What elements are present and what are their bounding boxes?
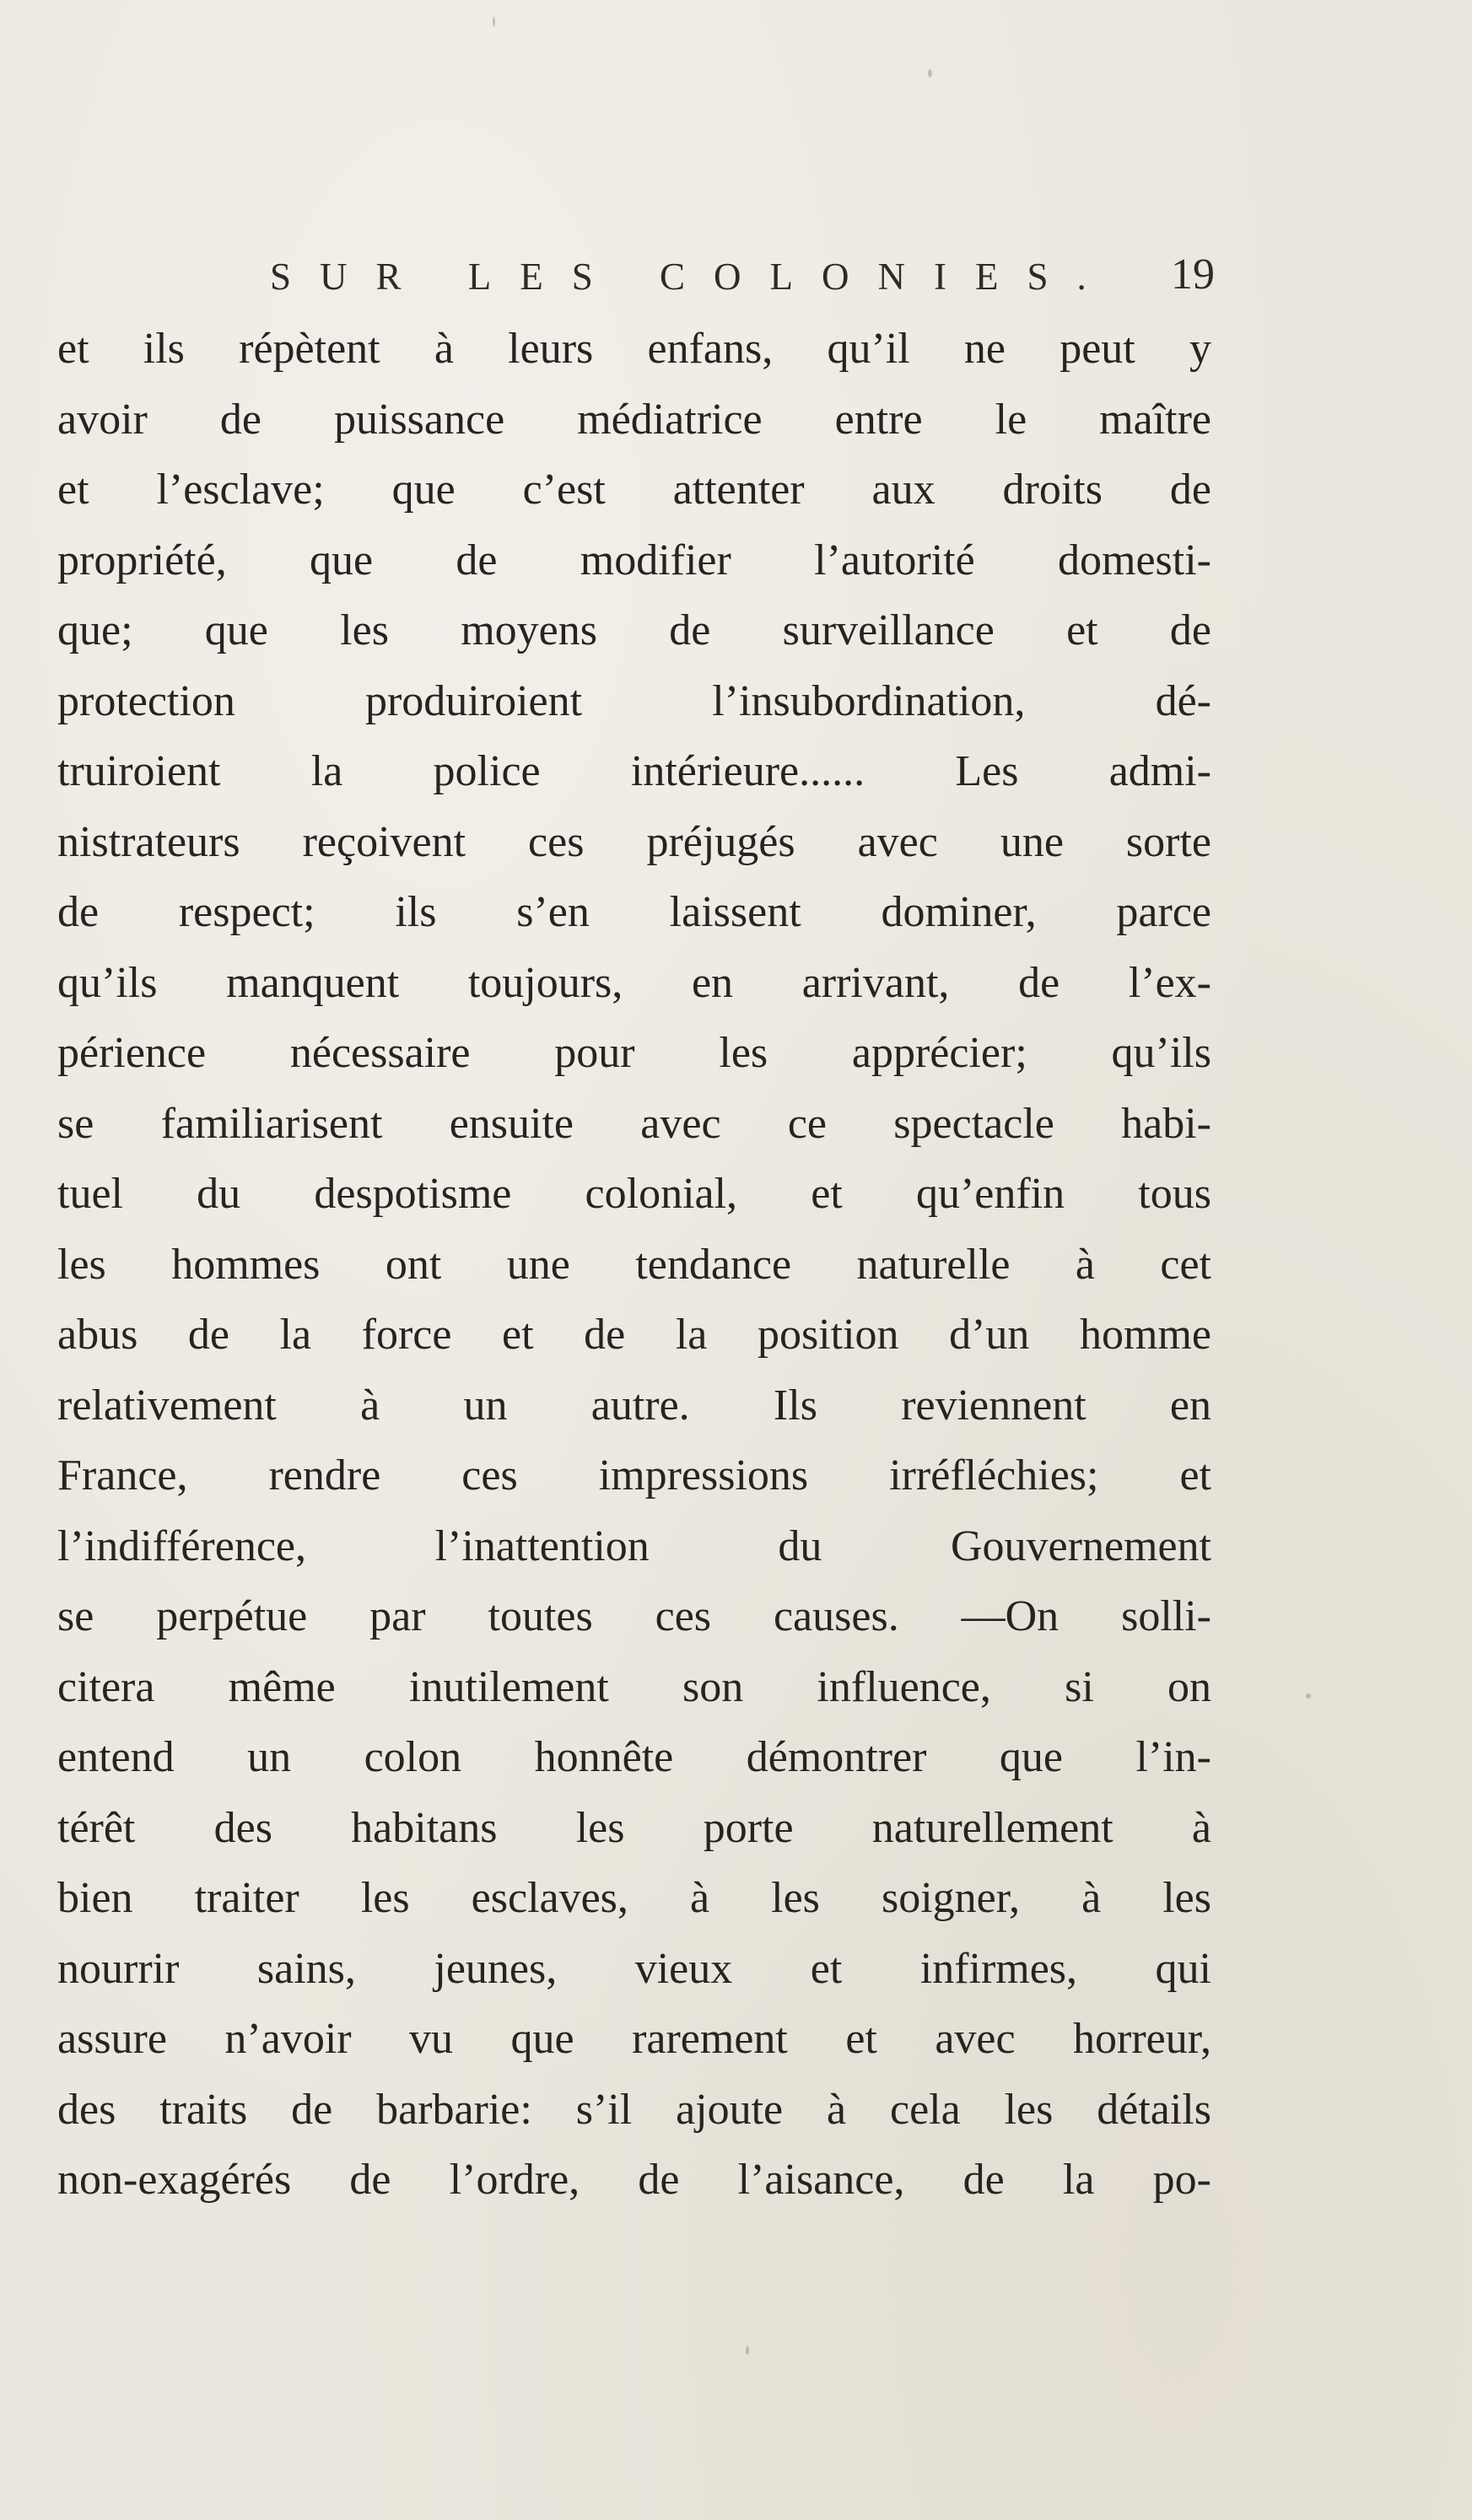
paper-speck [493,17,495,27]
text-line: térêt des habitans les porte naturellement à [57,1803,1211,1852]
running-head: SUR LES COLONIES. [270,256,1115,298]
text-line: abus de la force et de la position d’un homme [57,1311,1211,1359]
page-header [270,250,1215,309]
text-line: les hommes ont une tendance naturelle à cet [57,1240,1211,1289]
text-line: relativement à un autre. Ils reviennent en [57,1381,1211,1430]
text-line: nistrateurs reçoivent ces préjugés avec une sorte [57,817,1211,866]
body-text [57,314,1211,2216]
text-line: France, rendre ces impressions irréfléchies; et [57,1451,1211,1500]
text-line: se familiarisent ensuite avec ce spectacle habi- [57,1099,1211,1148]
text-line: citera même inutilement son influence, si on [57,1662,1211,1711]
text-line: non-exagérés de l’ordre, de l’aisance, de la po- [57,2156,1211,2204]
text-line: qu’ils manquent toujours, en arrivant, de l’ex- [57,958,1211,1007]
text-line: truiroient la police intérieure...... Les admi- [57,747,1211,795]
text-line: nourrir sains, jeunes, vieux et infirmes, qui [57,1944,1211,1993]
text-line: des traits de barbarie: s’il ajoute à cela les détails [57,2085,1211,2134]
paper-speck [928,69,932,78]
text-line: propriété, que de modifier l’autorité domesti- [57,536,1211,584]
text-line: périence nécessaire pour les apprécier; qu’ils [57,1029,1211,1077]
text-line: entend un colon honnête démontrer que l’in- [57,1733,1211,1781]
text-line: que; que les moyens de surveillance et de [57,606,1211,654]
page-number: 19 [1171,250,1215,299]
text-line: protection produiroient l’insubordination, dé- [57,676,1211,725]
paper-speck [1306,1693,1311,1699]
text-line: l’indifférence, l’inattention du Gouvernement [57,1521,1211,1570]
text-line: bien traiter les esclaves, à les soigner, à les [57,1874,1211,1922]
text-line: avoir de puissance médiatrice entre le maître [57,395,1211,444]
text-line: et ils répètent à leurs enfans, qu’il ne peut y [57,325,1211,373]
paper-speck [746,2346,749,2355]
text-line: et l’esclave; que c’est attenter aux droits de [57,466,1211,514]
text-line: se perpétue par toutes ces causes. —On solli- [57,1592,1211,1640]
text-line: de respect; ils s’en laissent dominer, parce [57,888,1211,936]
text-line: tuel du despotisme colonial, et qu’enfin tous [57,1170,1211,1218]
text-line: assure n’avoir vu que rarement et avec horreur, [57,2015,1211,2063]
